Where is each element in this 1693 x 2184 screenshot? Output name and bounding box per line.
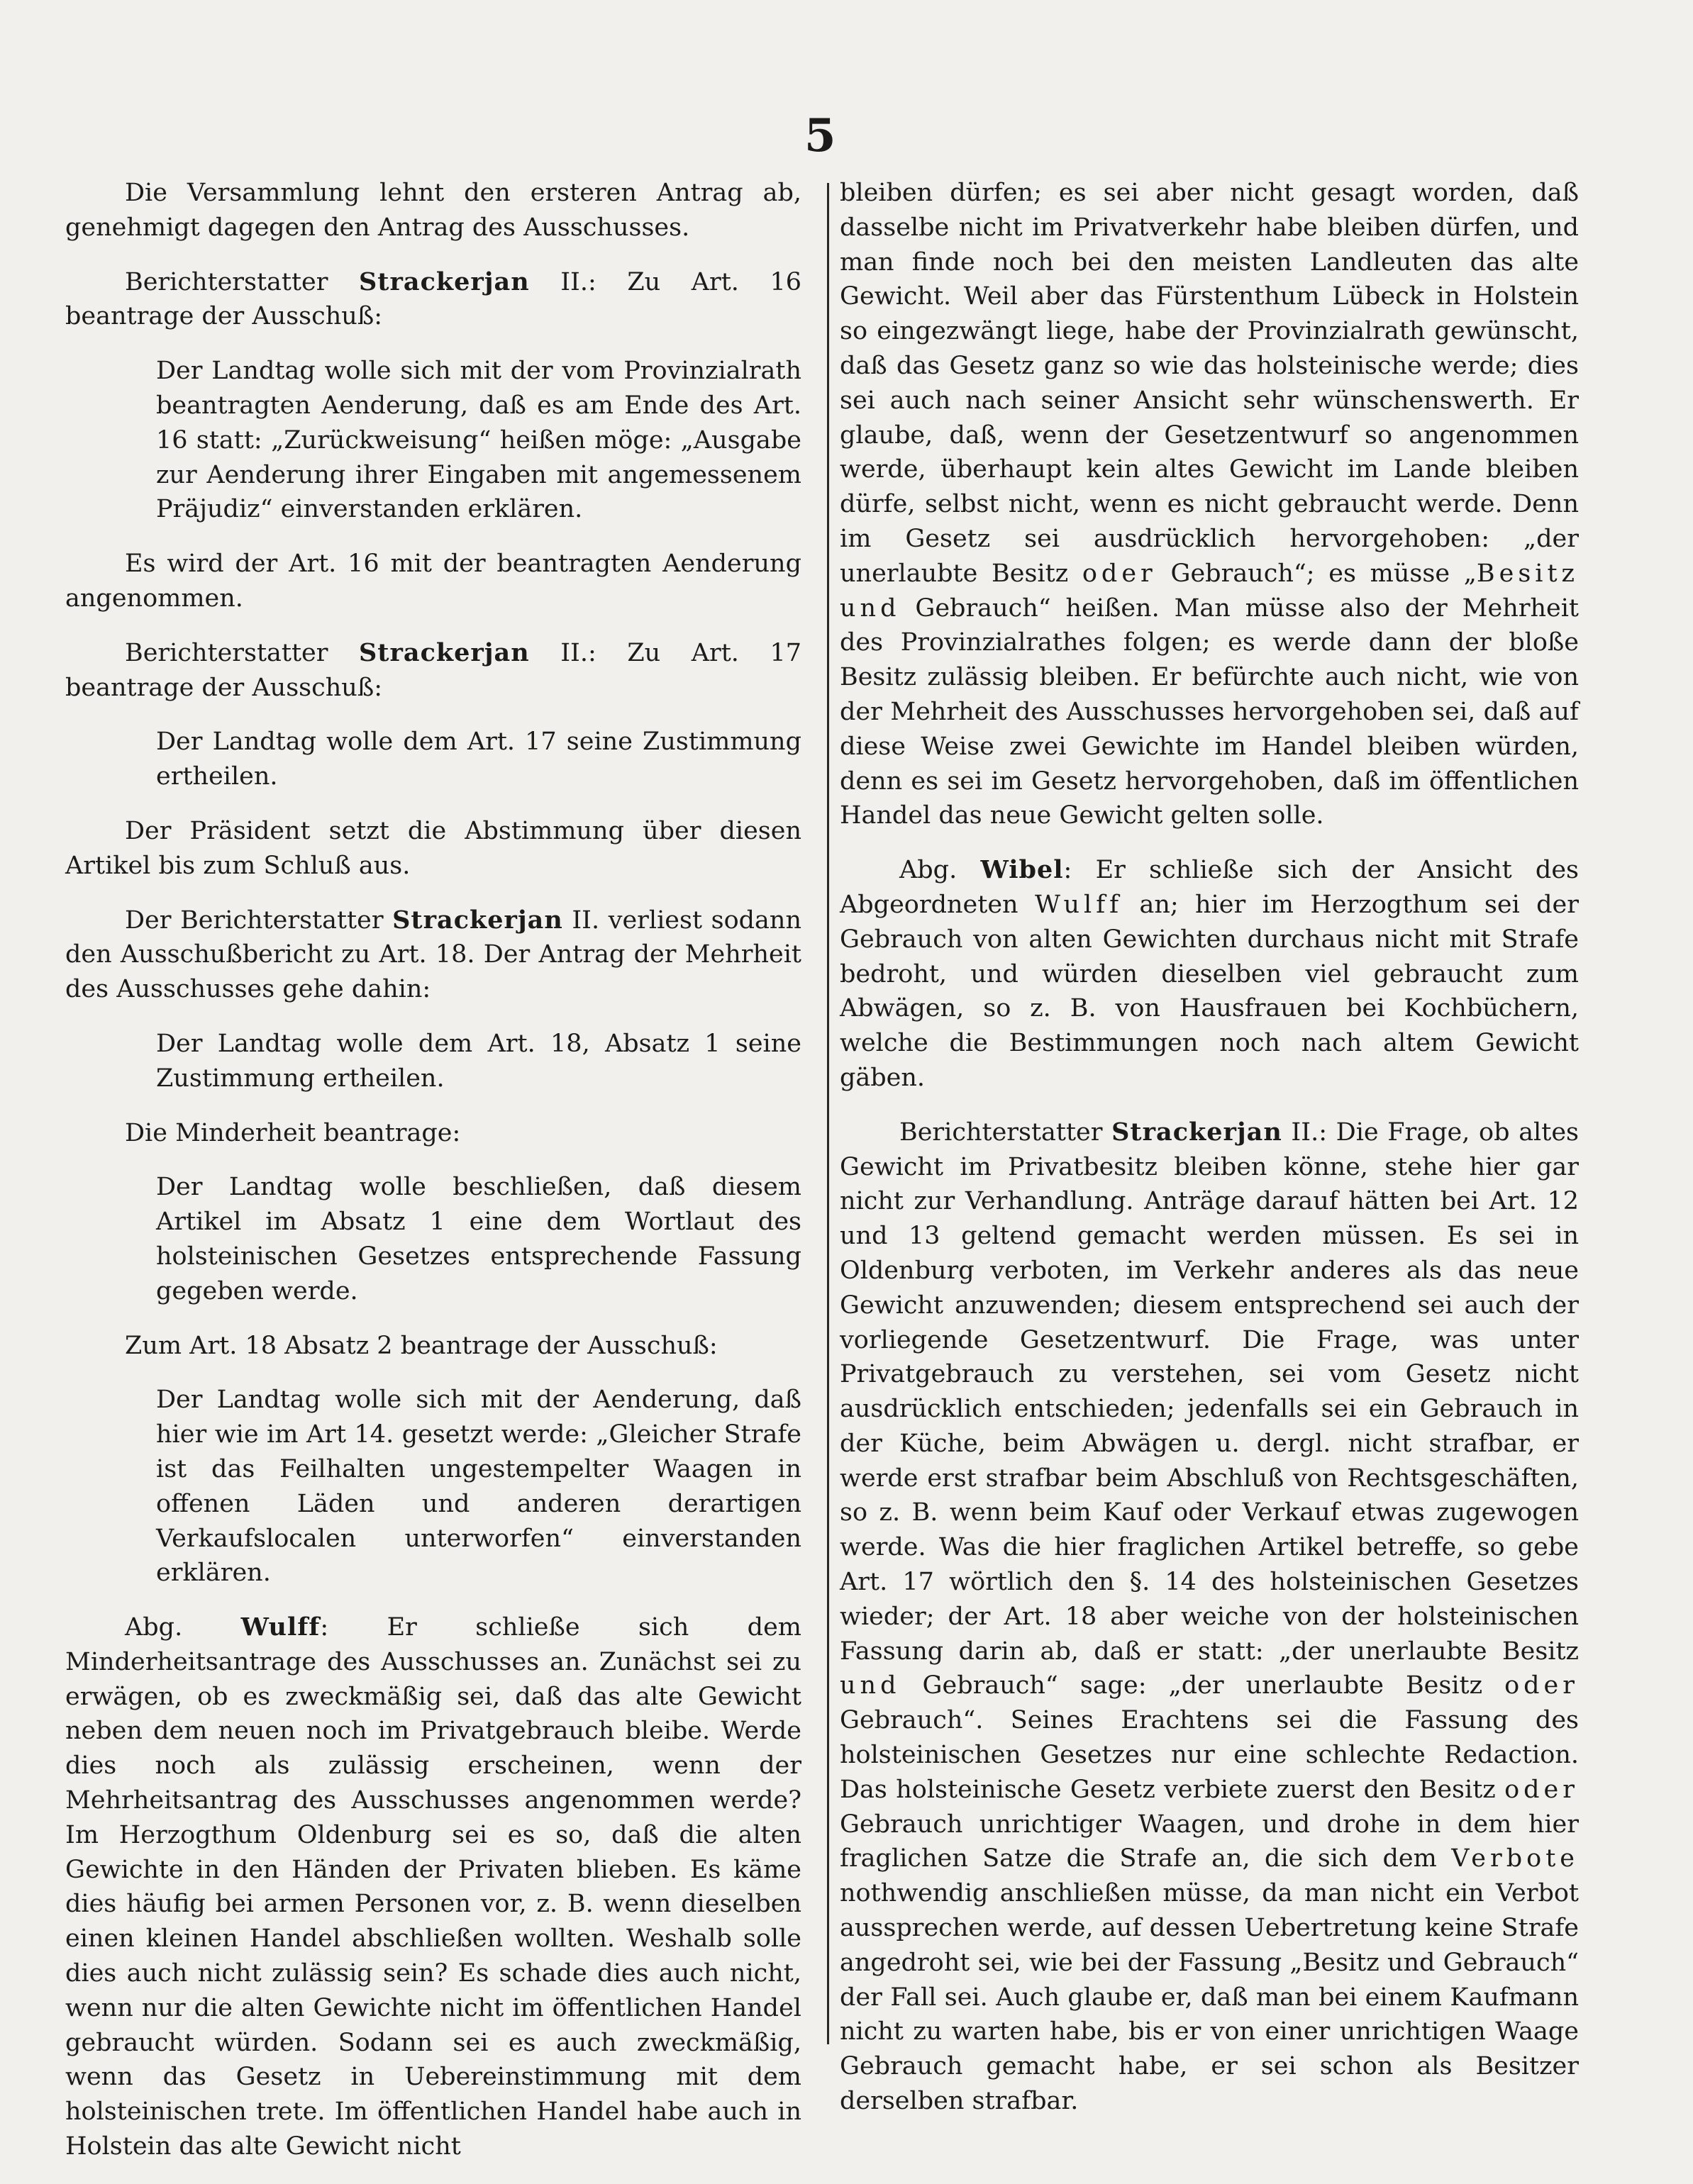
speaker-name: Strackerjan [392,905,563,935]
speaker-name: Strackerjan [359,637,530,667]
speaker-name: Strackerjan [359,267,530,296]
speaker-name: Wibel [980,855,1064,885]
right-column [840,176,1579,2139]
spaced-word: Verbote [1451,1844,1579,1873]
spaced-word: oder [1504,1671,1579,1700]
paragraph: Der Präsident setzt die Abstimmung über diesen Artikel bis zum Schluß aus. [65,816,801,880]
speaker-name: Strackerjan [1111,1117,1282,1147]
left-column [65,176,801,2184]
paragraph: Die Versammlung lehnt den ersteren Antrag ab, genehmigt dagegen den Antrag des Ausschusses. [65,179,801,242]
paragraph: Abg. Wulff: Er schließe sich dem Minderheitsantrage des Ausschusses an. Zunächst sei zu erwägen, ob es zweckmäßig sei, daß das alte Gewicht neben dem neuen noch im Privatgebrauch bleibe. Werde dies noch als zulässig erscheinen, wenn der Mehrheitsantrag des Ausschusses angenommen werde? Im Herzogthum Oldenburg sei es so, daß die alten Gewichte in den Händen der Privaten blieben. Es käme dies häufig bei armen Personen vor, z. B. wenn dieselben einen kleinen Handel abschließen wollten. Weshalb solle dies auch nicht zulässig sein? Es schade dies auch nicht, wenn nur die alten Gewichte nicht im öffentlichen Handel gebraucht würden. Sodann sei es auch zweckmäßig, wenn das Gesetz in Uebereinstimmung mit dem holsteinischen trete. Im öffentlichen Handel habe auch in Holstein das alte Gewicht nicht [65,1612,801,2161]
motion-text: Der Landtag wolle sich mit der Aenderung, daß hier wie im Art 14. gesetzt werde: „Gleicher Strafe ist das Feilhalten ungestempelter Waagen in offenen Läden und anderen derartigen Verkaufslocalen unterworfen“ einverstanden erklären. [156,1386,801,1588]
spaced-word: oder [1082,559,1157,588]
speaker-name: Wulff [240,1612,321,1642]
paragraph: bleiben dürfen; es sei aber nicht gesagt worden, daß dasselbe nicht im Privatverkehr habe bleiben dürfen, und man finde noch bei den meisten Landleuten das alte Gewicht. Weil aber das Fürstenthum Lübeck in Holstein so eingezwängt liege, habe der Provinzialrath gewünscht, daß das Gesetz ganz so wie das holsteinische werde; dies sei auch nach seiner Ansicht sehr wünschenswerth. Er glaube, daß, wenn der Gesetzentwurf so angenommen werde, überhaupt kein altes Gewicht im Lande bleiben dürfe, selbst nicht, wenn es nicht gebraucht werde. Denn im Gesetz sei ausdrücklich hervorgehoben: „der unerlaubte Besitz oder Gebrauch“; es müsse „Besitz und Gebrauch“ heißen. Man müsse also der Mehrheit des Provinzialrathes folgen; es werde dann der bloße Besitz zulässig bleiben. Er befürchte auch nicht, wie von der Mehrheit des Ausschusses hervorgehoben sei, daß auf diese Weise zwei Gewichte im Handel bleiben würden, denn es sei im Gesetz hervorgehoben, daß im öffentlichen Handel das neue Gewicht gelten solle. [840,179,1579,830]
paragraph: Es wird der Art. 16 mit der beantragten Aenderung angenommen. [65,550,801,613]
paragraph: Berichterstatter Strackerjan II.: Zu Art. 16 beantrage der Ausschuß: [65,267,801,331]
column-divider [827,183,829,2044]
spaced-word: und [840,1671,901,1700]
spaced-word: Wulff [1034,890,1123,919]
paragraph: Berichterstatter Strackerjan II.: Die Frage, ob altes Gewicht im Privatbesitz bleiben könne, stehe hier gar nicht zur Verhandlung. Anträge darauf hätten bei Art. 12 und 13 geltend gemacht werden müssen. Es sei in Oldenburg verboten, im Verkehr anderes als das neue Gewicht anzuwenden; diesem entsprechend sei auch der vorliegende Gesetzentwurf. Die Frage, was unter Privatgebrauch zu verstehen, sei vom Gesetz nicht ausdrücklich entschieden; jedenfalls sei ein Gebrauch in der Küche, beim Abwägen u. dergl. nicht strafbar, er werde erst strafbar beim Abschluß von Rechtsgeschäften, so z. B. wenn beim Kauf oder Verkauf etwas zugewogen werde. Was die hier fraglichen Artikel betreffe, so gebe Art. 17 wörtlich den §. 14 des holsteinischen Gesetzes wieder; der Art. 18 aber weiche von der holsteinischen Fassung darin ab, daß er statt: „der unerlaubte Besitz und Gebrauch“ sage: „der unerlaubte Besitz oder Gebrauch“. Seines Erachtens sei die Fassung des holsteinischen Gesetzes nur eine schlechte Redaction. Das holsteinische Gesetz verbiete zuerst den Besitz oder Gebrauch unrichtiger Waagen, und drohe in dem hier fraglichen Satze die Strafe an, die sich dem Verbote nothwendig anschließen müsse, da man nicht ein Verbot aussprechen werde, auf dessen Uebertretung keine Strafe angedroht sei, wie bei der Fassung „Besitz und Gebrauch“ der Fall sei. Auch glaube er, daß man bei einem Kaufmann nicht zu warten habe, bis er von einer unrichtigen Waage Gebrauch gemacht habe, er sei schon als Besitzer derselben strafbar. [840,1117,1579,2116]
paragraph: Die Minderheit beantrage: [125,1118,461,1147]
motion-text: Der Landtag wolle dem Art. 17 seine Zustimmung ertheilen. [156,728,801,791]
motion-text: Der Landtag wolle beschließen, daß diesem Artikel im Absatz 1 eine dem Wortlaut des holsteinischen Gesetzes entsprechende Fassung gegeben werde. [156,1173,801,1305]
paragraph: Der Berichterstatter Strackerjan II. verliest sodann den Ausschußbericht zu Art. 18. Der Antrag der Mehrheit des Ausschusses gehe dahin: [65,905,802,1004]
paragraph: Berichterstatter Strackerjan II.: Zu Art. 17 beantrage der Ausschuß: [65,637,801,702]
paragraph: Abg. Wibel: Er schließe sich der Ansicht des Abgeordneten Wulff an; hier im Herzogthum sei der Gebrauch von alten Gewichten durchaus nicht mit Strafe bedroht, und würden dieselben viel gebraucht zum Abwägen, so z. B. von Hausfrauen bei Kochbüchern, welche die Bestimmungen noch nach altem Gewicht gäben. [840,855,1579,1092]
spaced-word: Besitz und [840,559,1579,623]
page-number: 5 [804,109,836,162]
motion-text: Der Landtag wolle sich mit der vom Provinzialrath beantragten Aenderung, daß es am Ende des Art. 16 statt: „Zurückweisung“ heißen möge: „Ausgabe zur Aenderung ihrer Eingaben mit angemessenem Präjudiz“ einverstanden erklären. [156,357,801,524]
paragraph: Zum Art. 18 Absatz 2 beantrage der Ausschuß: [125,1331,718,1360]
spaced-word: oder [1504,1775,1579,1804]
motion-text: Der Landtag wolle dem Art. 18, Absatz 1 seine Zustimmung ertheilen. [156,1029,801,1093]
